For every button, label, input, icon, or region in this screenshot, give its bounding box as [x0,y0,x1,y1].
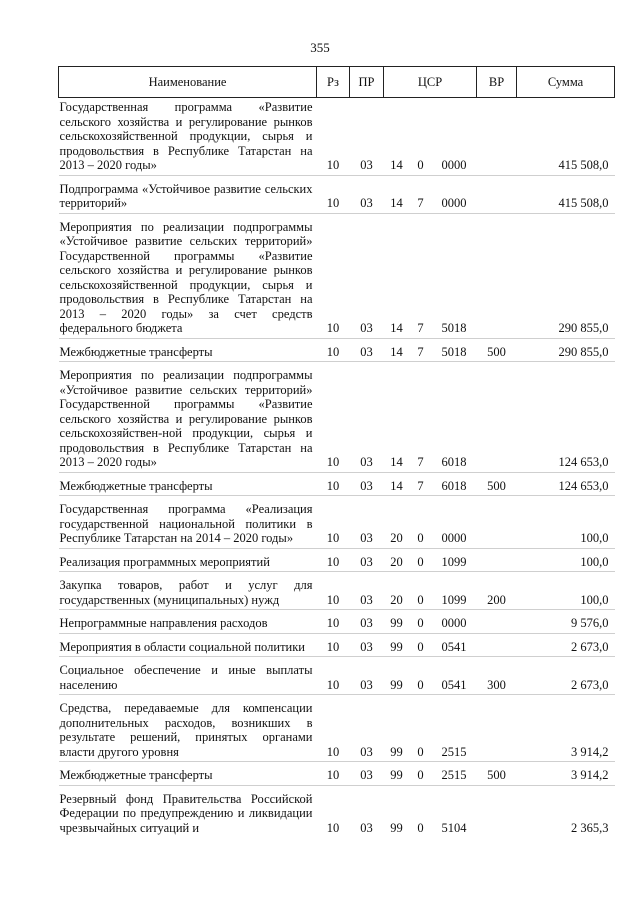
table-row [59,338,615,362]
row-vr [477,213,517,338]
row-csr-direction: 2515 [441,768,467,782]
row-name: Мероприятия по реализации подпрограммы «Устойчивое развитие сельских территорий» Государственной программы «Развитие сельского хозяйства и регулирование рынков сельскохозяйственной продукции, сырья и продовольствия в Республике Татарстан на 2013 – 2020 годы» за счет средств федерального бюджета [59,219,313,335]
row-name: Межбюджетные трансферты [59,768,213,782]
row-name: Закупка товаров, работ и услуг для государственных (муниципальных) нужд [59,578,313,607]
row-pr: 03 [360,158,373,172]
row-pr: 03 [360,196,373,210]
row-rz: 10 [326,455,340,469]
row-csr-program: 20 [390,592,403,607]
table-row [59,572,615,610]
row-csr-direction: 2515 [441,744,467,759]
row-csr-subprogram: 7 [417,478,424,493]
row-vr [477,175,517,213]
row-sum: 415 508,0 [558,158,609,172]
row-rz: 10 [326,554,340,569]
row-csr-program: 14 [390,478,403,493]
row-name: Мероприятия в области социальной политики [59,639,305,654]
row-csr-program: 14 [390,344,403,359]
header-sum: Сумма [517,67,615,98]
row-rz: 10 [326,768,340,782]
row-csr-subprogram: 0 [417,639,424,654]
row-name: Мероприятия по реализации подпрограммы «Устойчивое развитие сельских территорий» Государственной программы «Развитие сельского хозяйства и регулирование рынков сельскохозяйствен-ной продукции, сырья и продовольствия в Республике Татарстан на 2013 – 2020 годы» [59,368,313,469]
row-csr-direction: 0541 [441,639,467,654]
row-rz: 10 [326,820,340,835]
row-csr-direction: 0000 [441,531,467,545]
row-name: Реализация программных мероприятий [59,554,270,569]
table-row [59,175,615,213]
row-pr: 03 [360,820,373,835]
table-row [59,633,615,657]
row-pr: 03 [360,616,373,630]
row-name: Межбюджетные трансферты [59,478,213,493]
row-csr-program: 99 [390,820,403,835]
row-sum: 2 365,3 [571,820,609,835]
row-csr-subprogram: 0 [417,158,424,172]
row-pr: 03 [360,478,373,493]
row-sum: 2 673,0 [571,677,609,692]
row-rz: 10 [326,196,340,210]
row-rz: 10 [326,744,340,759]
header-pr: ПР [350,67,384,98]
table-header-row [59,67,615,98]
row-name: Межбюджетные трансферты [59,344,213,359]
row-name: Государственная программа «Развитие сельского хозяйства и регулирование рынков сельскохозяйственной продукции, сырья и продовольствия в Республике Татарстан на 2013 – 2020 годы» [59,100,313,172]
row-csr-program: 99 [390,639,403,654]
table-row [59,610,615,634]
row-csr-program: 99 [390,768,403,782]
row-csr-subprogram: 0 [417,554,424,569]
header-vr: ВР [477,67,517,98]
row-csr-direction: 6018 [441,478,467,493]
row-csr-direction: 5104 [441,820,467,835]
row-pr: 03 [360,744,373,759]
row-csr-direction: 1099 [441,554,467,569]
row-rz: 10 [326,531,340,545]
row-csr-subprogram: 7 [417,455,424,469]
row-name: Резервный фонд Правительства Российской Федерации по предупреждению и ликвидации чрезвычайных ситуаций и [59,791,313,835]
row-vr [477,633,517,657]
table-row [59,496,615,549]
row-csr-direction: 0000 [441,196,467,210]
row-csr-program: 20 [390,531,403,545]
row-csr-subprogram: 7 [417,344,424,359]
row-csr-subprogram: 7 [417,196,424,210]
row-pr: 03 [360,768,373,782]
row-csr-subprogram: 0 [417,744,424,759]
row-csr-direction: 6018 [441,455,467,469]
row-name: Подпрограмма «Устойчивое развитие сельских территорий» [59,181,313,210]
row-csr-subprogram: 7 [417,321,424,335]
row-vr: 500 [487,768,506,782]
table-row [59,98,615,176]
table-row [59,362,615,473]
row-vr: 300 [487,677,506,692]
row-vr [477,362,517,473]
row-name: Средства, передаваемые для компенсации дополнительных расходов, возникших в результате решений, принятых органами власти другого уровня [59,701,313,759]
row-csr-direction: 5018 [441,321,467,335]
row-vr: 200 [487,592,506,607]
row-sum: 100,0 [580,554,609,569]
row-rz: 10 [326,478,340,493]
row-csr-subprogram: 0 [417,768,424,782]
row-sum: 124 653,0 [558,478,609,493]
row-pr: 03 [360,531,373,545]
table-row [59,695,615,762]
header-name: Наименование [59,67,317,98]
row-csr-program: 14 [390,196,403,210]
row-sum: 415 508,0 [558,196,609,210]
row-vr [477,548,517,572]
row-pr: 03 [360,455,373,469]
row-vr: 500 [487,344,506,359]
row-vr: 500 [487,478,506,493]
row-sum: 290 855,0 [558,321,609,335]
row-pr: 03 [360,554,373,569]
row-name: Государственная программа «Реализация государственной национальной политики в Республике Татарстан на 2014 – 2020 годы» [59,502,313,545]
row-rz: 10 [326,344,340,359]
row-pr: 03 [360,344,373,359]
row-csr-subprogram: 0 [417,531,424,545]
row-name: Непрограммные направления расходов [59,616,268,630]
row-rz: 10 [326,639,340,654]
row-csr-direction: 5018 [441,344,467,359]
row-csr-program: 99 [390,744,403,759]
row-csr-program: 99 [390,616,403,630]
budget-table [58,66,615,837]
row-rz: 10 [326,158,340,172]
row-sum: 124 653,0 [558,455,609,469]
row-csr-program: 20 [390,554,403,569]
row-vr [477,610,517,634]
table-row [59,657,615,695]
row-rz: 10 [326,592,340,607]
row-vr [477,695,517,762]
row-rz: 10 [326,616,340,630]
page-number: 355 [310,40,330,55]
row-csr-program: 14 [390,321,403,335]
row-rz: 10 [326,677,340,692]
row-rz: 10 [326,321,340,335]
row-vr [477,496,517,549]
row-sum: 100,0 [580,592,609,607]
header-csr: ЦСР [384,67,477,98]
row-pr: 03 [360,321,373,335]
table-row [59,472,615,496]
row-name: Социальное обеспечение и иные выплаты населению [59,663,313,692]
row-sum: 100,0 [580,531,609,545]
row-sum: 9 576,0 [571,616,609,630]
row-vr [477,785,517,837]
row-pr: 03 [360,677,373,692]
row-pr: 03 [360,639,373,654]
row-vr [477,98,517,176]
table-row [59,213,615,338]
header-rz: Рз [317,67,350,98]
row-sum: 290 855,0 [558,344,609,359]
table-row [59,548,615,572]
row-sum: 3 914,2 [571,744,609,759]
row-csr-direction: 0000 [441,158,467,172]
row-csr-direction: 0541 [441,677,467,692]
row-sum: 3 914,2 [571,768,609,782]
row-csr-direction: 0000 [441,616,467,630]
row-csr-subprogram: 0 [417,820,424,835]
row-csr-subprogram: 0 [417,592,424,607]
table-row [59,762,615,786]
row-csr-subprogram: 0 [417,677,424,692]
row-sum: 2 673,0 [571,639,609,654]
row-csr-program: 14 [390,158,403,172]
row-csr-direction: 1099 [441,592,467,607]
row-csr-subprogram: 0 [417,616,424,630]
row-csr-program: 99 [390,677,403,692]
row-csr-program: 14 [390,455,403,469]
row-pr: 03 [360,592,373,607]
table-row [59,785,615,837]
